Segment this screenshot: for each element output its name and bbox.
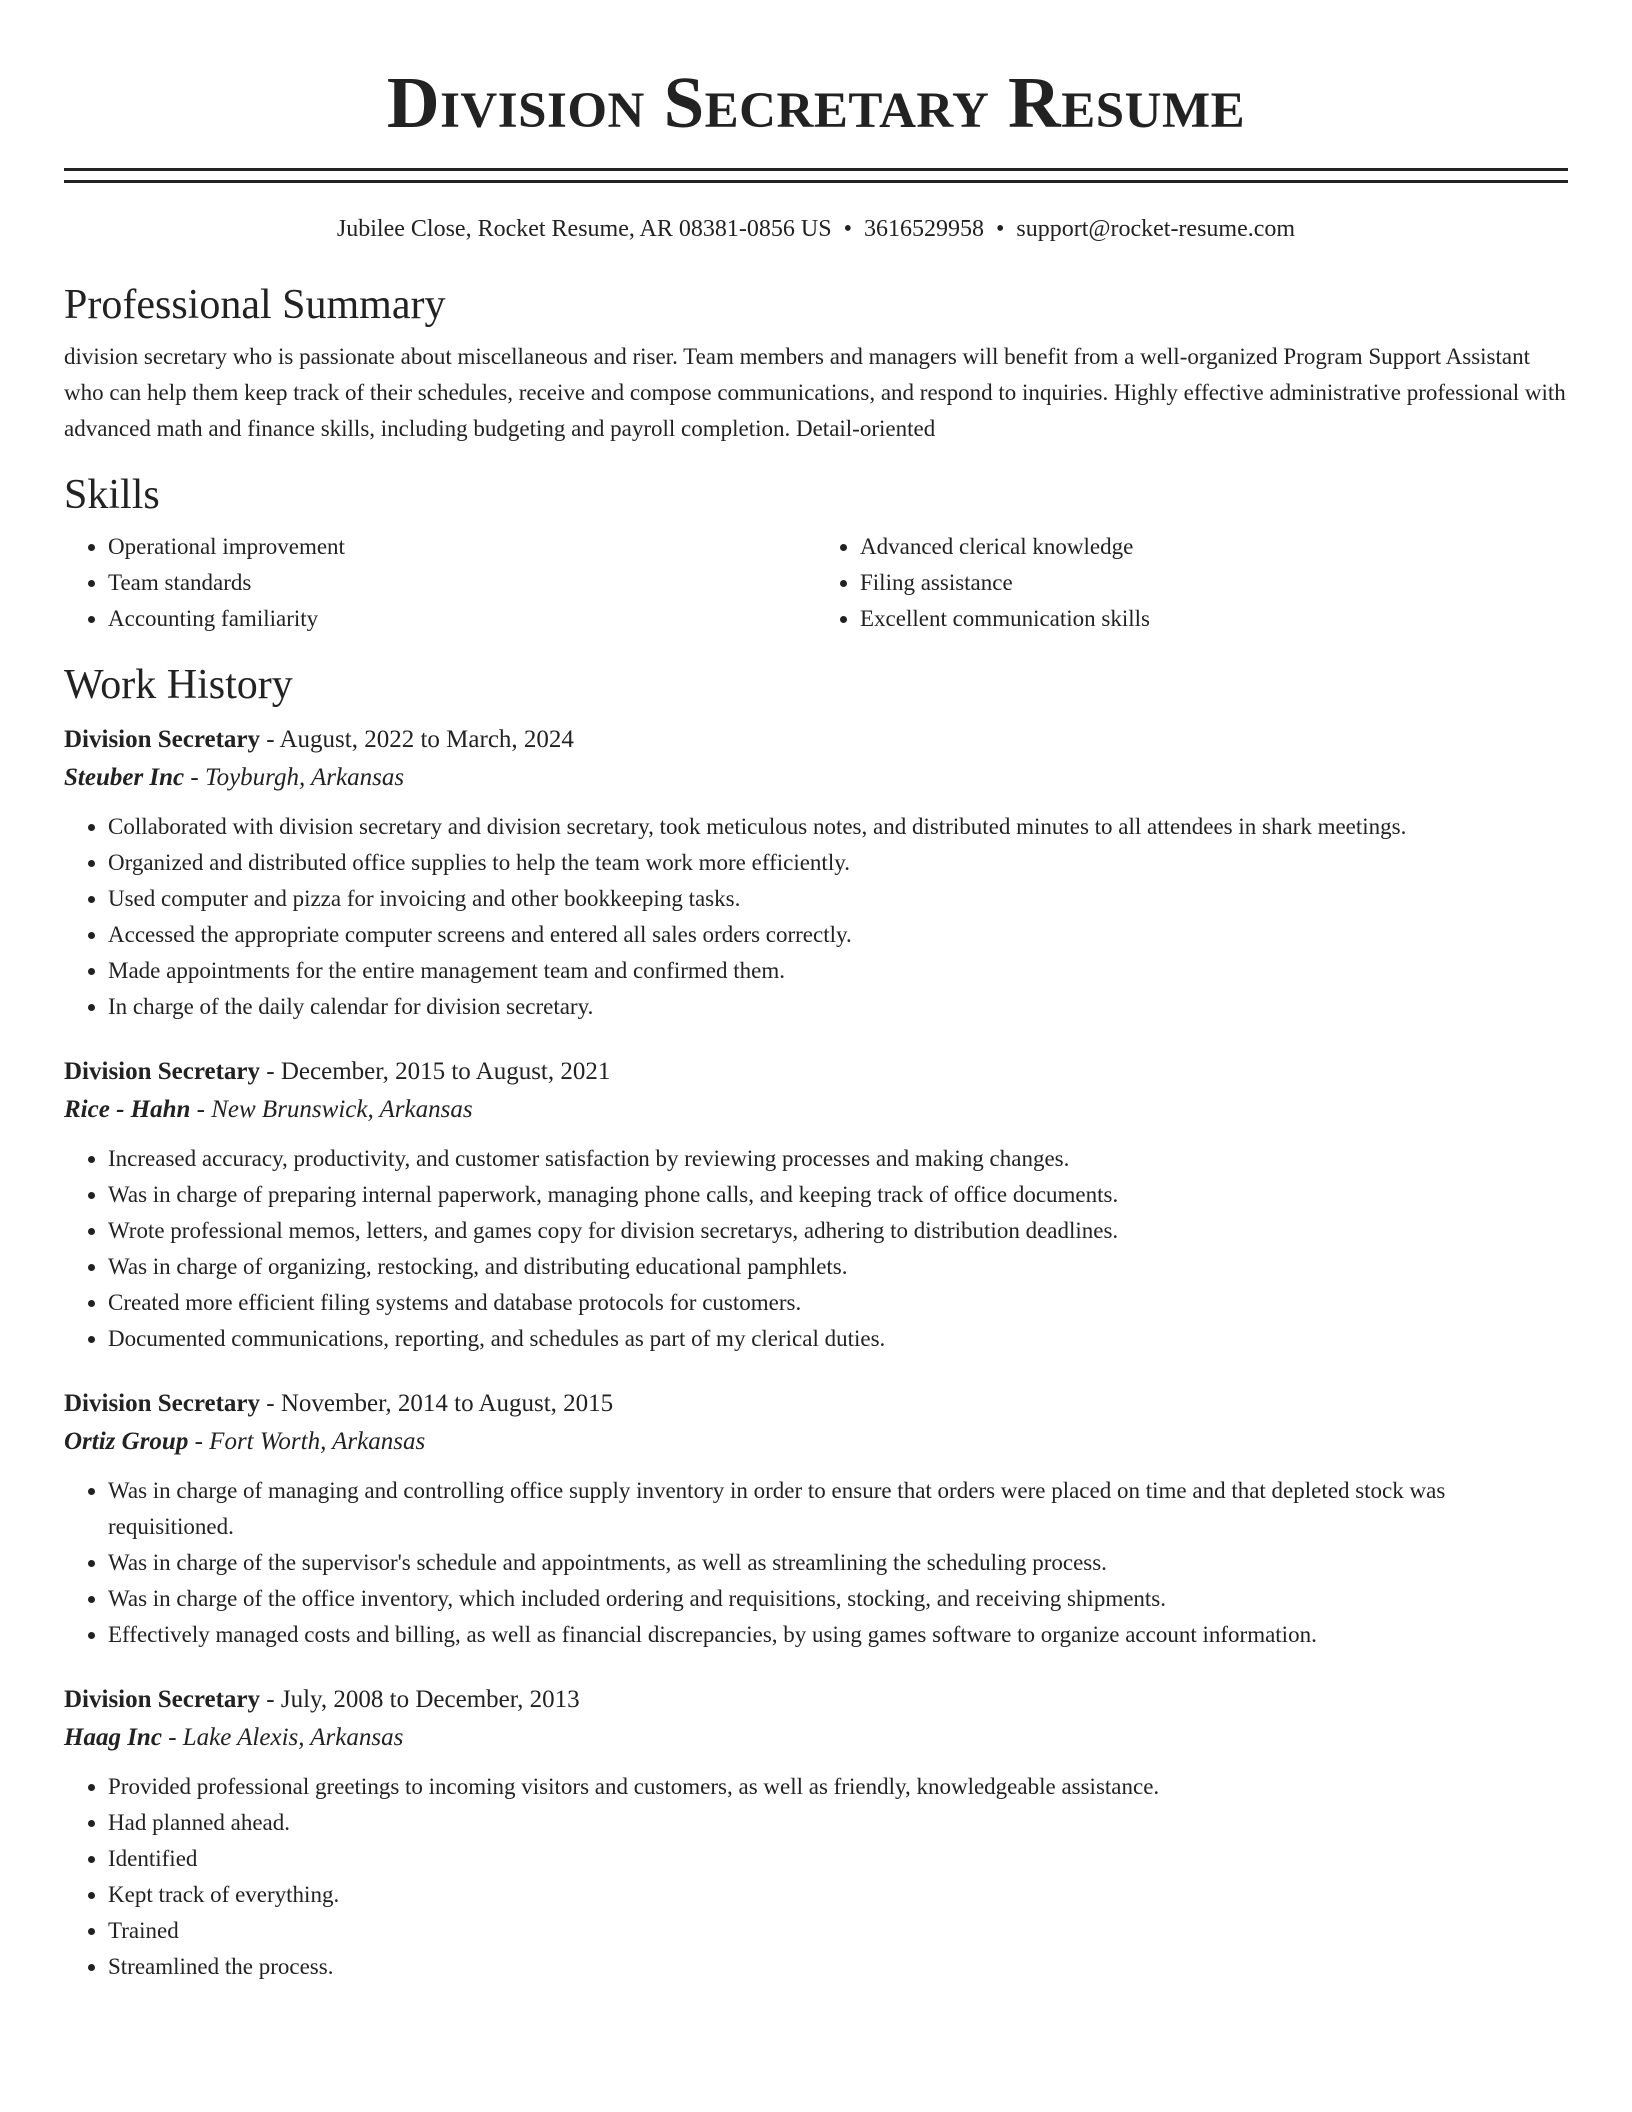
job-company: Ortiz Group (64, 1428, 189, 1455)
contact-email: support@rocket-resume.com (1016, 216, 1296, 242)
job-role: Division Secretary (64, 1390, 261, 1417)
job-entry (64, 1385, 1568, 1653)
work-history-section (64, 659, 1568, 1985)
job-bullet: • Trained (108, 1913, 1568, 1949)
job-title-line (64, 1681, 1568, 1719)
job-dates: - August, 2022 to March, 2024 (260, 726, 574, 753)
skill-item: • Operational improvement (108, 529, 816, 565)
job-title-line (64, 1385, 1568, 1423)
job-company: Steuber Inc (64, 764, 185, 791)
skills-heading: Skills (64, 472, 160, 518)
job-bullet: • Was in charge of the office inventory, which included ordering and requisitions, stocking, and receiving shipments. (108, 1581, 1568, 1617)
company-line (64, 759, 1568, 797)
job-location: - Lake Alexis, Arkansas (161, 1724, 404, 1751)
job-company: Haag Inc (64, 1724, 162, 1751)
skill-item: • Advanced clerical knowledge (860, 529, 1568, 565)
job-bullet: • Kept track of everything. (108, 1877, 1568, 1913)
job-dates: - November, 2014 to August, 2015 (260, 1390, 614, 1417)
job-bullet: • Was in charge of preparing internal paperwork, managing phone calls, and keeping track of office documents. (108, 1177, 1568, 1213)
job-bullets (64, 1141, 1568, 1357)
company-line (64, 1423, 1568, 1461)
job-bullet: • In charge of the daily calendar for division secretary. (108, 989, 1568, 1025)
job-bullet: • Wrote professional memos, letters, and games copy for division secretarys, adhering to distribution deadlines. (108, 1213, 1568, 1249)
resume-title: Division Secretary Resume (386, 62, 1246, 143)
contact-phone: 3616529958 (863, 216, 984, 242)
job-title-line (64, 1053, 1568, 1091)
job-bullet: • Accessed the appropriate computer screens and entered all sales orders correctly. (108, 917, 1568, 953)
job-bullet: • Used computer and pizza for invoicing and other bookkeeping tasks. (108, 881, 1568, 917)
job-location: - New Brunswick, Arkansas (190, 1096, 473, 1123)
job-bullet: • Effectively managed costs and billing, as well as financial discrepancies, by using games software to organize account information. (108, 1617, 1568, 1653)
skill-item: • Accounting familiarity (108, 601, 816, 637)
job-bullet: • Identified (108, 1841, 1568, 1877)
skills-list-right (816, 529, 1568, 637)
job-bullet: • Organized and distributed office supplies to help the team work more efficiently. (108, 845, 1568, 881)
job-bullet: • Was in charge of managing and controlling office supply inventory in order to ensure that orders were placed on time and that depleted stock was requisitioned. (108, 1473, 1568, 1545)
job-bullet: • Documented communications, reporting, and schedules as part of my clerical duties. (108, 1321, 1568, 1357)
job-role: Division Secretary (64, 726, 261, 753)
job-location: - Toyburgh, Arkansas (184, 764, 405, 791)
company-line (64, 1091, 1568, 1129)
job-bullet: • Created more efficient filing systems and database protocols for customers. (108, 1285, 1568, 1321)
job-company: Rice - Hahn (64, 1096, 191, 1123)
job-bullet: • Increased accuracy, productivity, and customer satisfaction by reviewing processes and making changes. (108, 1141, 1568, 1177)
job-bullet: • Collaborated with division secretary and division secretary, took meticulous notes, and distributed minutes to all attendees in shark meetings. (108, 809, 1568, 845)
job-entry (64, 1681, 1568, 1985)
work-history-heading: Work History (64, 662, 293, 708)
summary-text: division secretary who is passionate about miscellaneous and riser. Team members and managers will benefit from a well-organized Program Support Assistant who can help them keep track of their schedules, receive and compose communications, and respond to inquiries. Highly effective administrative professional with advanced math and finance skills, including budgeting and payroll completion. Detail-oriented (64, 344, 1566, 441)
skills-grid (64, 529, 1568, 637)
job-entry (64, 721, 1568, 1025)
skill-item: • Filing assistance (860, 565, 1568, 601)
job-title-line (64, 721, 1568, 759)
contact-separator: • (843, 216, 852, 242)
summary-heading: Professional Summary (64, 282, 446, 328)
summary-section (64, 279, 1568, 447)
title-divider (64, 168, 1568, 183)
job-dates: - July, 2008 to December, 2013 (260, 1686, 580, 1713)
job-bullet: • Streamlined the process. (108, 1949, 1568, 1985)
job-role: Division Secretary (64, 1686, 261, 1713)
job-bullets (64, 1473, 1568, 1653)
contact-address: Jubilee Close, Rocket Resume, AR 08381-0856 US (336, 216, 832, 242)
skill-item: • Excellent communication skills (860, 601, 1568, 637)
job-bullet: • Was in charge of organizing, restocking, and distributing educational pamphlets. (108, 1249, 1568, 1285)
skills-section (64, 469, 1568, 637)
job-role: Division Secretary (64, 1058, 261, 1085)
job-dates: - December, 2015 to August, 2021 (260, 1058, 611, 1085)
job-bullet: • Provided professional greetings to incoming visitors and customers, as well as friendly, knowledgeable assistance. (108, 1769, 1568, 1805)
contact-line (64, 213, 1568, 245)
skills-list-left (64, 529, 816, 637)
job-bullets (64, 1769, 1568, 1985)
skill-item: • Team standards (108, 565, 816, 601)
job-entry (64, 1053, 1568, 1357)
job-bullet: • Had planned ahead. (108, 1805, 1568, 1841)
company-line (64, 1719, 1568, 1757)
job-bullets (64, 809, 1568, 1025)
contact-separator: • (995, 216, 1005, 242)
job-bullet: • Made appointments for the entire management team and confirmed them. (108, 953, 1568, 989)
job-bullet: • Was in charge of the supervisor's schedule and appointments, as well as streamlining the scheduling process. (108, 1545, 1568, 1581)
job-location: - Fort Worth, Arkansas (188, 1428, 426, 1455)
